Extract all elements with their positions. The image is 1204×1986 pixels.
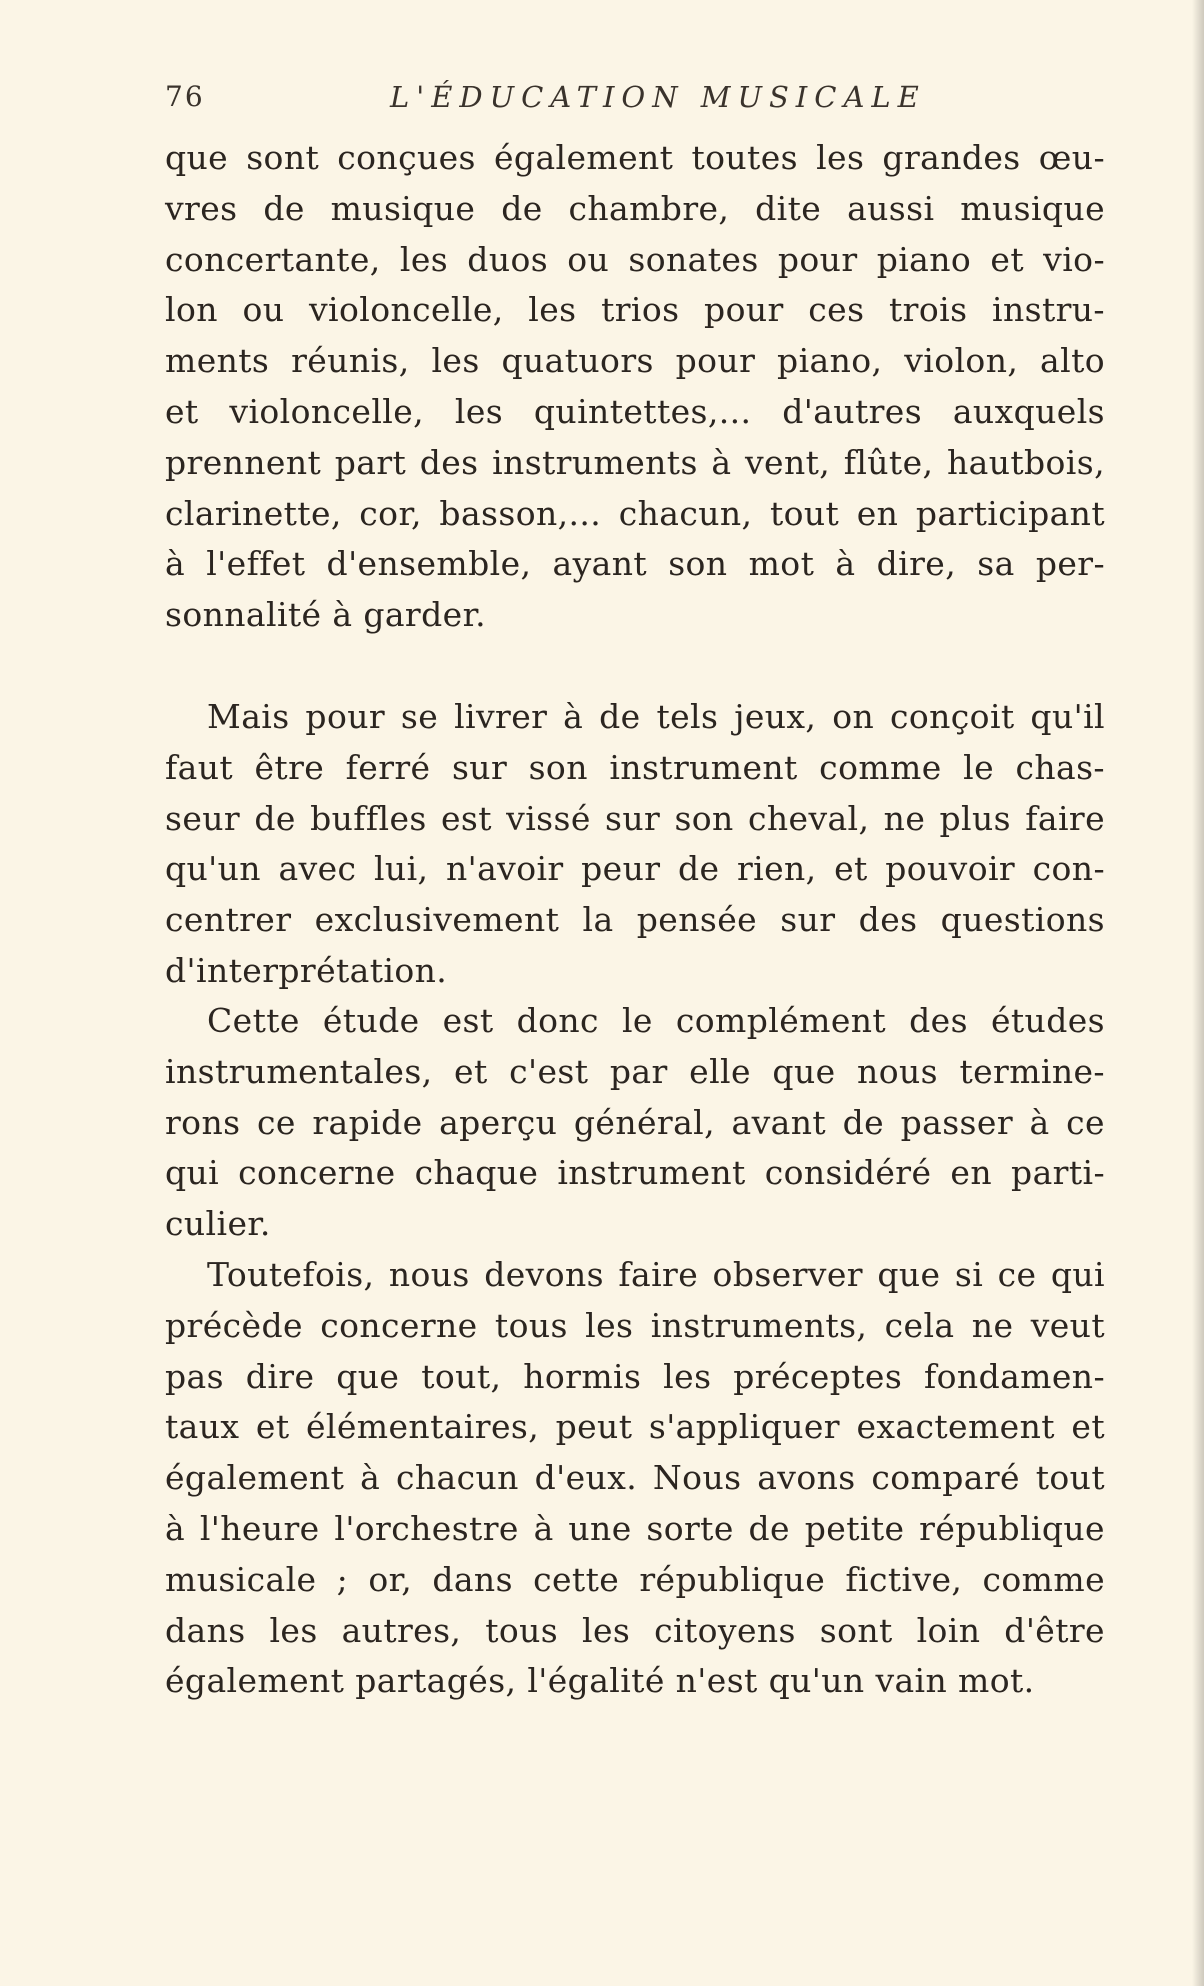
text-line: à l'effet d'ensemble, ayant son mot à dire, sa per- — [165, 544, 1105, 584]
paragraph-3 — [165, 996, 1105, 1250]
text-line: vres de musique de chambre, dite aussi musique — [165, 188, 1105, 228]
text-line: culier. — [165, 1204, 271, 1244]
text-line: d'interprétation. — [165, 950, 448, 990]
text-line: musicale ; or, dans cette république fictive, comme — [165, 1559, 1105, 1599]
page-number: 76 — [165, 80, 205, 113]
text-line: que sont conçues également toutes les grandes œu- — [165, 138, 1105, 177]
text-line: et violoncelle, les quintettes,... d'autres auxquels — [165, 391, 1105, 431]
text-line: qui concerne chaque instrument considéré en parti- — [165, 1153, 1105, 1193]
text-line: également partagés, l'égalité n'est qu'un vain mot. — [165, 1661, 1035, 1701]
text-line: instrumentales, et c'est par elle que nous termine- — [165, 1051, 1105, 1091]
text-line: pas dire que tout, hormis les préceptes fondamen- — [165, 1356, 1105, 1396]
text-line: Mais pour se livrer à de tels jeux, on conçoit qu'il — [207, 697, 1105, 736]
text-line: taux et élémentaires, peut s'appliquer exactement et — [165, 1407, 1105, 1447]
text-line: rons ce rapide aperçu général, avant de passer à ce — [165, 1102, 1105, 1142]
running-title: L'ÉDUCATION MUSICALE — [390, 80, 926, 114]
text-line: à l'heure l'orchestre à une sorte de petite république — [165, 1508, 1105, 1548]
page-edge-shadow — [1192, 0, 1204, 1986]
paragraph-1 — [165, 133, 1105, 641]
text-line: prennent part des instruments à vent, flûte, hautbois, — [165, 442, 1105, 482]
text-line: seur de buffles est vissé sur son cheval, ne plus faire — [165, 798, 1105, 838]
text-line: sonnalité à garder. — [165, 595, 487, 635]
text-line: Toutefois, nous devons faire observer que si ce qui — [207, 1255, 1105, 1294]
text-line: Cette étude est donc le complément des études — [207, 1001, 1105, 1040]
text-line: clarinette, cor, basson,... chacun, tout en participant — [165, 493, 1105, 533]
text-line: lon ou violoncelle, les trios pour ces trois instru- — [165, 290, 1105, 330]
paragraph-2 — [165, 692, 1105, 997]
text-line: centrer exclusivement la pensée sur des questions — [165, 900, 1105, 940]
text-line: ments réunis, les quatuors pour piano, violon, alto — [165, 341, 1105, 381]
text-line: qu'un avec lui, n'avoir peur de rien, et pouvoir con- — [165, 849, 1105, 889]
page-header — [0, 80, 1204, 120]
text-line: faut être ferré sur son instrument comme le chas- — [165, 747, 1105, 787]
text-line: également à chacun d'eux. Nous avons comparé tout — [165, 1458, 1105, 1498]
text-line: précède concerne tous les instruments, cela ne veut — [165, 1305, 1105, 1345]
text-line: dans les autres, tous les citoyens sont loin d'être — [165, 1610, 1105, 1650]
text-line: concertante, les duos ou sonates pour piano et vio- — [165, 239, 1105, 279]
paragraph-4 — [165, 1250, 1105, 1707]
